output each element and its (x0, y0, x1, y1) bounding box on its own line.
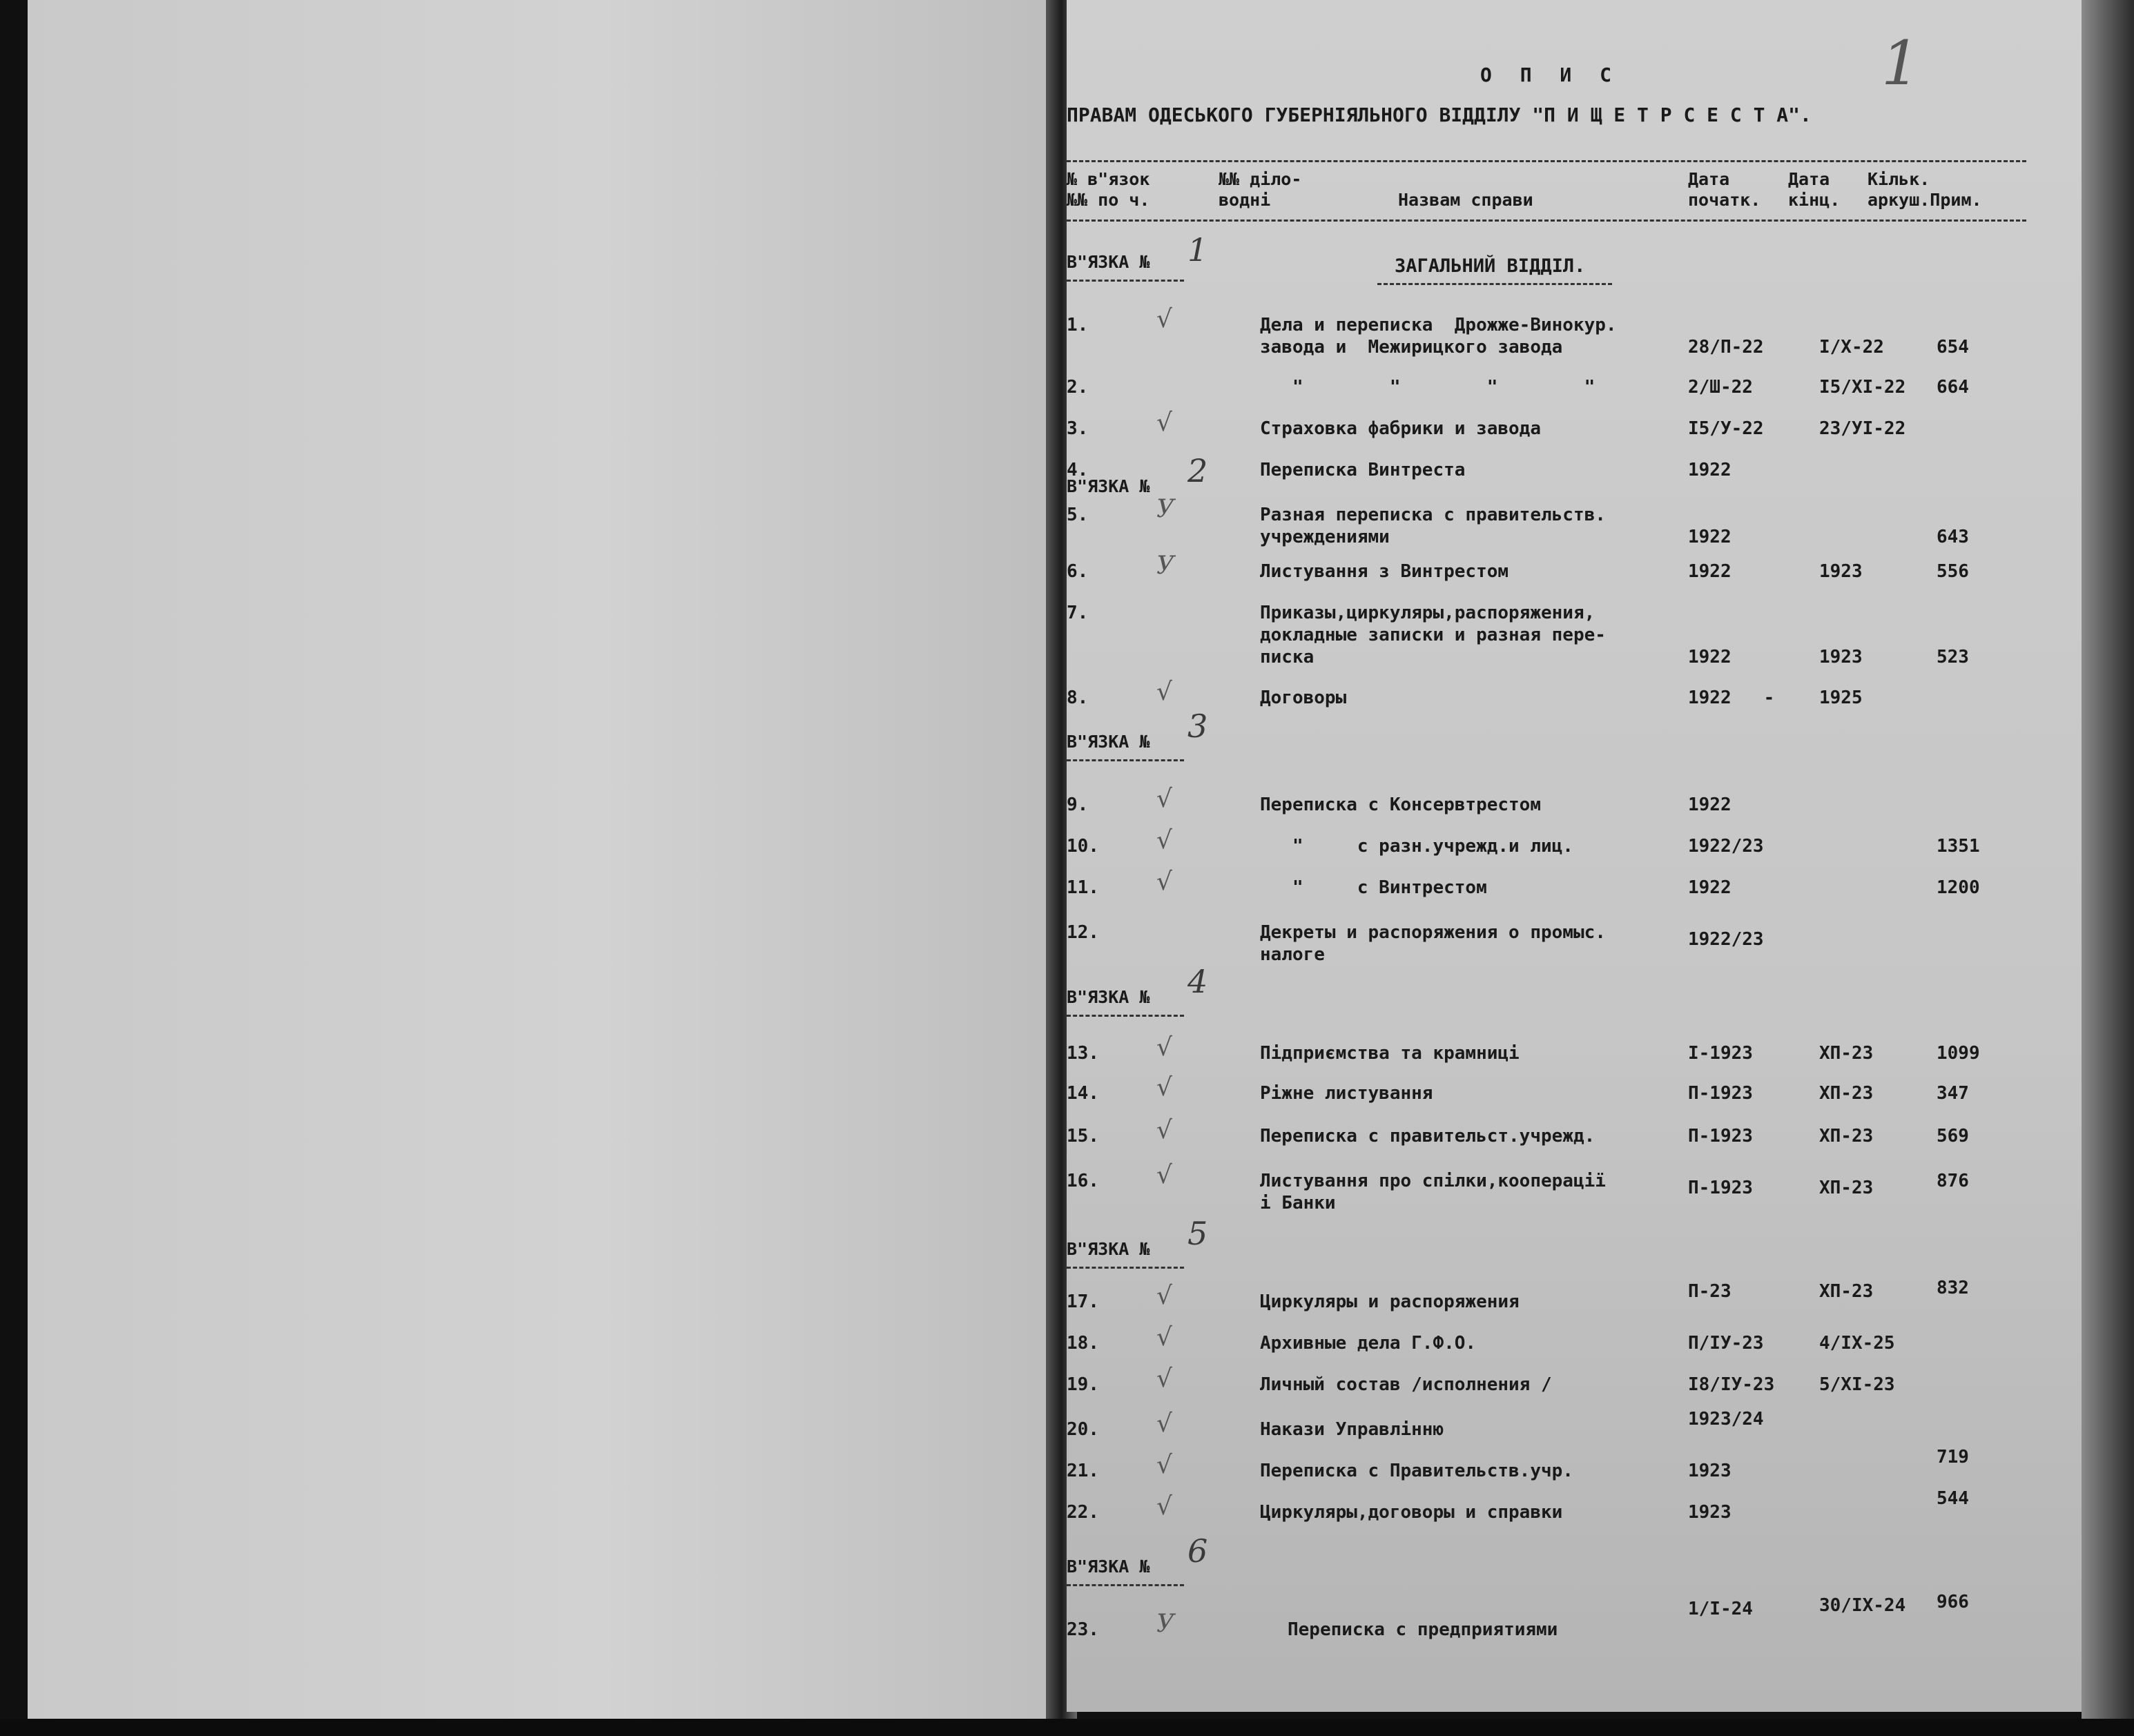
inventory-page (1067, 0, 2082, 1712)
header-rule-bottom (1067, 220, 2026, 222)
scan-border (0, 1719, 2134, 1736)
row-number: 13. (1067, 1043, 1099, 1064)
row-date-end: 30/IX-24 (1819, 1595, 1906, 1616)
check-mark-icon: √ (1156, 305, 1172, 333)
row-date-end: 1925 (1819, 687, 1863, 708)
check-mark-icon: √ (1156, 1365, 1172, 1393)
bundle-number-handwritten: 3 (1187, 708, 1208, 745)
row-date-start: 1923 (1688, 1502, 1732, 1523)
row-sheets: 544 (1937, 1488, 1969, 1509)
check-mark-icon: У (1156, 495, 1175, 523)
row-title: Декреты и распоряжения о промыс. налоге (1260, 922, 1606, 965)
row-number: 7. (1067, 603, 1089, 623)
col-header-date-end: Дата кінц. (1788, 169, 1841, 210)
row-sheets: 347 (1937, 1083, 1969, 1104)
row-title: Циркуляры и распоряжения (1260, 1291, 1520, 1312)
row-sheets: 643 (1937, 527, 1969, 547)
check-mark-icon: √ (1156, 1116, 1172, 1144)
row-date-start: 1922 (1688, 527, 1732, 547)
row-number: 21. (1067, 1461, 1099, 1481)
col-header-name: Назвам справи (1398, 190, 1533, 210)
row-title: Циркуляры,договоры и справки (1260, 1502, 1563, 1523)
bundle-number-handwritten: 1 (1187, 231, 1208, 269)
row-number: 20. (1067, 1419, 1099, 1440)
row-date-start: 1/I-24 (1688, 1599, 1753, 1619)
row-number: 4. (1067, 460, 1089, 480)
row-number: 10. (1067, 836, 1099, 857)
row-title: Разная переписка с правительств. учреждениями (1260, 505, 1606, 547)
bundle-label: В"ЯЗКА № (1067, 476, 1150, 496)
row-date-end: ХП-23 (1819, 1126, 1874, 1147)
row-date-end: ХП-23 (1819, 1178, 1874, 1198)
check-mark-icon: √ (1156, 826, 1172, 855)
row-date-start: 1922 - (1688, 687, 1775, 708)
row-title: Ріжне листування (1260, 1083, 1433, 1104)
bundle-number-handwritten: 2 (1187, 452, 1208, 489)
row-number: 3. (1067, 418, 1089, 439)
bundle-label: В"ЯЗКА № (1067, 1239, 1150, 1259)
row-title: Переписка Винтреста (1260, 460, 1466, 480)
row-sheets: 832 (1937, 1278, 1969, 1298)
row-number: 19. (1067, 1374, 1099, 1395)
row-date-start: П-1923 (1688, 1083, 1753, 1104)
row-date-end: ХП-23 (1819, 1043, 1874, 1064)
row-number: 1. (1067, 315, 1089, 335)
row-date-start: 1922/23 (1688, 836, 1764, 857)
row-number: 12. (1067, 922, 1099, 943)
row-title: Личный состав /исполнения / (1260, 1374, 1552, 1395)
row-title: Листування про спілки,кооперації і Банки (1260, 1171, 1606, 1213)
row-title: " с разн.учрежд.и лиц. (1260, 836, 1573, 857)
check-mark-icon: √ (1156, 1451, 1172, 1479)
row-date-end: 23/УI-22 (1819, 418, 1906, 439)
row-date-start: П-1923 (1688, 1178, 1753, 1198)
row-date-start: 1922 (1688, 794, 1732, 815)
check-mark-icon: √ (1156, 1410, 1172, 1438)
row-sheets: 966 (1937, 1592, 1969, 1612)
row-date-end: 5/XI-23 (1819, 1374, 1895, 1395)
row-number: 5. (1067, 505, 1089, 525)
row-number: 2. (1067, 377, 1089, 398)
row-sheets: 1351 (1937, 836, 1980, 857)
row-title: " " " " (1260, 377, 1595, 398)
row-date-start: I-1923 (1688, 1043, 1753, 1064)
row-date-end: I/X-22 (1819, 337, 1884, 358)
row-sheets: 523 (1937, 647, 1969, 667)
bundle-number-handwritten: 4 (1187, 963, 1208, 1000)
col-header-num: № в"язок №№ по ч. (1067, 169, 1150, 210)
row-number: 22. (1067, 1502, 1099, 1523)
row-title: Дела и переписка Дрожже-Винокур. завода и Межирицкого завода (1260, 315, 1617, 358)
row-sheets: 654 (1937, 337, 1969, 358)
row-number: 17. (1067, 1291, 1099, 1312)
check-mark-icon: √ (1156, 1323, 1172, 1352)
row-date-end: ХП-23 (1819, 1281, 1874, 1302)
row-date-start: 28/П-22 (1688, 337, 1764, 358)
row-number: 11. (1067, 877, 1099, 898)
row-sheets: 569 (1937, 1126, 1969, 1147)
check-mark-icon: √ (1156, 1073, 1172, 1102)
row-date-start: 1922 (1688, 561, 1732, 582)
bundle-rule (1067, 759, 1184, 761)
row-sheets: 1099 (1937, 1043, 1980, 1064)
row-date-end: 4/IX-25 (1819, 1333, 1895, 1354)
row-date-start: 1923 (1688, 1461, 1732, 1481)
row-title: Підприємства та крамниці (1260, 1043, 1520, 1064)
row-date-end: 1923 (1819, 561, 1863, 582)
row-date-start: П-23 (1688, 1281, 1732, 1302)
bundle-label: В"ЯЗКА № (1067, 252, 1150, 272)
col-header-sheets: Кільк. аркуш.Прим. (1868, 169, 1982, 210)
row-number: 23. (1067, 1619, 1099, 1640)
check-mark-icon: √ (1156, 409, 1172, 437)
page-subtitle: ПРАВАМ ОДЕСЬКОГО ГУБЕРНІЯЛЬНОГО ВІДДІЛУ "П И Щ Е Т Р С Е С Т А". (1067, 104, 1812, 126)
row-date-start: 1922 (1688, 877, 1732, 898)
general-section-title: ЗАГАЛЬНИЙ ВІДДІЛ. (1395, 255, 1586, 277)
row-date-start: I5/У-22 (1688, 418, 1764, 439)
left-blank-page (28, 0, 1063, 1719)
row-number: 14. (1067, 1083, 1099, 1104)
bundle-rule (1067, 1267, 1184, 1269)
row-sheets: 556 (1937, 561, 1969, 582)
row-date-start: 1922 (1688, 647, 1732, 667)
folio-number: 1 (1881, 28, 1920, 99)
row-number: 6. (1067, 561, 1089, 582)
check-mark-icon: √ (1156, 678, 1172, 706)
row-title: " с Винтрестом (1260, 877, 1487, 898)
row-date-end: I5/XI-22 (1819, 377, 1906, 398)
col-header-date-start: Дата початк. (1688, 169, 1761, 210)
row-date-start: П/IУ-23 (1688, 1333, 1764, 1354)
row-number: 9. (1067, 794, 1089, 815)
check-mark-icon: √ (1156, 1282, 1172, 1310)
check-mark-icon: √ (1156, 1492, 1172, 1521)
row-title: Переписка с Правительств.учр. (1260, 1461, 1573, 1481)
row-number: 18. (1067, 1333, 1099, 1354)
bundle-label: В"ЯЗКА № (1067, 1557, 1150, 1577)
page-edge (2082, 0, 2134, 1736)
row-date-start: 1923/24 (1688, 1409, 1764, 1430)
check-mark-icon: √ (1156, 785, 1172, 813)
row-number: 16. (1067, 1171, 1099, 1191)
row-title: Архивные дела Г.Ф.О. (1260, 1333, 1477, 1354)
row-title: Договоры (1260, 687, 1347, 708)
row-date-start: П-1923 (1688, 1126, 1753, 1147)
bundle-label: В"ЯЗКА № (1067, 987, 1150, 1007)
bundle-number-handwritten: 5 (1187, 1215, 1208, 1252)
check-mark-icon: √ (1156, 868, 1172, 896)
bundle-label: В"ЯЗКА № (1067, 732, 1150, 752)
row-date-start: I8/IУ-23 (1688, 1374, 1775, 1395)
row-date-start: 1922/23 (1688, 929, 1764, 950)
row-number: 15. (1067, 1126, 1099, 1147)
row-sheets: 876 (1937, 1171, 1969, 1191)
check-mark-icon: У (1156, 552, 1175, 580)
check-mark-icon: √ (1156, 1033, 1172, 1062)
row-title: Переписка с Консервтрестом (1260, 794, 1541, 815)
row-sheets: 719 (1937, 1447, 1969, 1467)
bundle-rule (1067, 1015, 1184, 1017)
general-section-rule (1377, 283, 1612, 285)
row-title: Страховка фабрики и завода (1260, 418, 1541, 439)
check-mark-icon: √ (1156, 1161, 1172, 1189)
bundle-number-handwritten: 6 (1187, 1532, 1208, 1570)
row-number: 8. (1067, 687, 1089, 708)
page-title: О П И С (1480, 64, 1620, 86)
col-header-office: №№ діло- водні (1219, 169, 1302, 210)
row-date-end: ХП-23 (1819, 1083, 1874, 1104)
row-date-start: 2/Ш-22 (1688, 377, 1753, 398)
row-title: Приказы,циркуляры,распоряжения, докладные записки и разная пере- писка (1260, 603, 1606, 667)
row-title: Листування з Винтрестом (1260, 561, 1509, 582)
bundle-rule (1067, 280, 1184, 282)
row-date-end: 1923 (1819, 647, 1863, 667)
header-rule-top (1067, 160, 2026, 162)
check-mark-icon: У (1156, 1610, 1175, 1638)
row-sheets: 664 (1937, 377, 1969, 398)
row-title: Переписка с правительст.учрежд. (1260, 1126, 1595, 1147)
row-date-start: 1922 (1688, 460, 1732, 480)
row-title: Накази Управлінню (1260, 1419, 1444, 1440)
bundle-rule (1067, 1584, 1184, 1586)
row-title: Переписка с предприятиями (1288, 1619, 1558, 1640)
row-sheets: 1200 (1937, 877, 1980, 898)
